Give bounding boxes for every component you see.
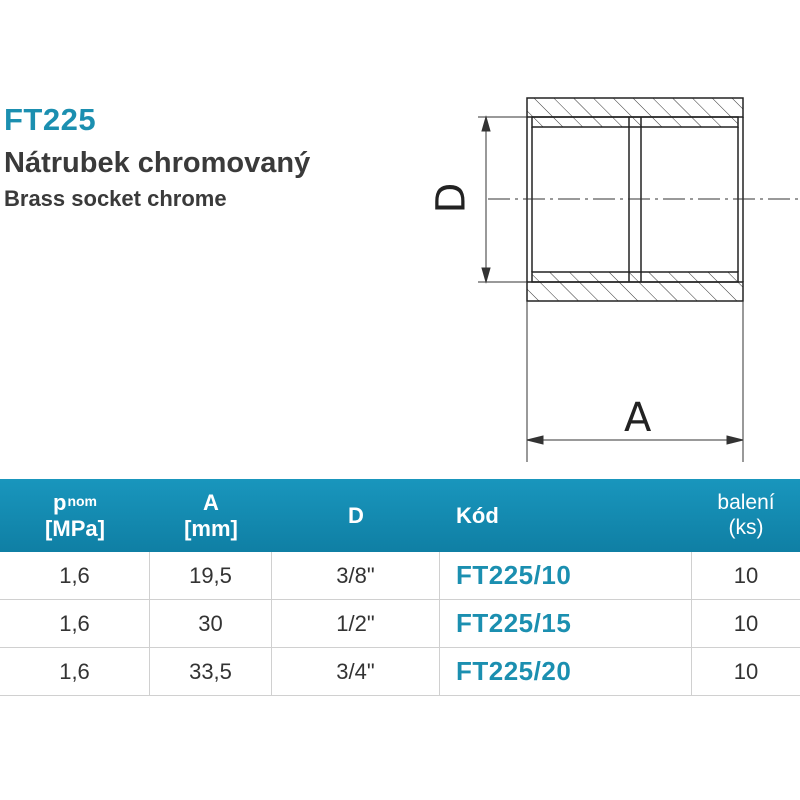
cell-length: 19,5 bbox=[150, 552, 272, 599]
cell-code: FT225/20 bbox=[440, 648, 692, 695]
cell-diameter: 3/8" bbox=[272, 552, 440, 599]
cell-package: 10 bbox=[733, 658, 759, 684]
product-name-czech: Nátrubek chromovaný bbox=[4, 147, 311, 179]
header-diameter bbox=[272, 479, 440, 552]
header-code bbox=[440, 479, 692, 552]
cell-pressure: 1,6 bbox=[0, 552, 150, 599]
header-package-label: balení bbox=[717, 491, 775, 515]
header-package-unit: (ks) bbox=[728, 515, 764, 539]
top-wall bbox=[527, 98, 743, 117]
cell-pressure: 1,6 bbox=[0, 648, 150, 695]
cell-package: 10 bbox=[733, 562, 759, 588]
dimension-a-label: A bbox=[624, 395, 652, 441]
product-code-title: FT225 bbox=[4, 102, 97, 137]
cell-diameter: 3/4" bbox=[272, 648, 440, 695]
header-pressure-symbol: p bbox=[52, 490, 67, 516]
cell-pressure: 1,6 bbox=[0, 600, 150, 647]
table-row bbox=[0, 600, 800, 648]
product-name-english: Brass socket chrome bbox=[4, 186, 227, 211]
header-code-label: Kód bbox=[456, 502, 499, 528]
table-row bbox=[0, 648, 800, 696]
top-thread bbox=[532, 117, 738, 127]
bottom-thread bbox=[532, 272, 738, 282]
cell-package: 10 bbox=[733, 610, 759, 636]
table-row bbox=[0, 552, 800, 600]
header-package bbox=[692, 479, 800, 552]
header-length bbox=[150, 479, 272, 552]
header-diameter-label: D bbox=[348, 502, 364, 528]
cell-diameter: 1/2" bbox=[272, 600, 440, 647]
header-length-symbol: A bbox=[203, 490, 219, 516]
cell-length: 33,5 bbox=[150, 648, 272, 695]
dimension-d-label: D bbox=[428, 182, 475, 214]
cell-length: 30 bbox=[150, 600, 272, 647]
spec-table bbox=[0, 479, 800, 696]
header-pressure-subscript: nom bbox=[67, 493, 97, 510]
header-length-unit: [mm] bbox=[184, 515, 238, 541]
cell-code: FT225/10 bbox=[440, 552, 692, 599]
header-pressure-unit: [MPa] bbox=[45, 515, 105, 541]
header-pressure bbox=[0, 479, 150, 552]
cell-code: FT225/15 bbox=[440, 600, 692, 647]
table-header bbox=[0, 479, 800, 552]
bottom-wall bbox=[527, 282, 743, 301]
